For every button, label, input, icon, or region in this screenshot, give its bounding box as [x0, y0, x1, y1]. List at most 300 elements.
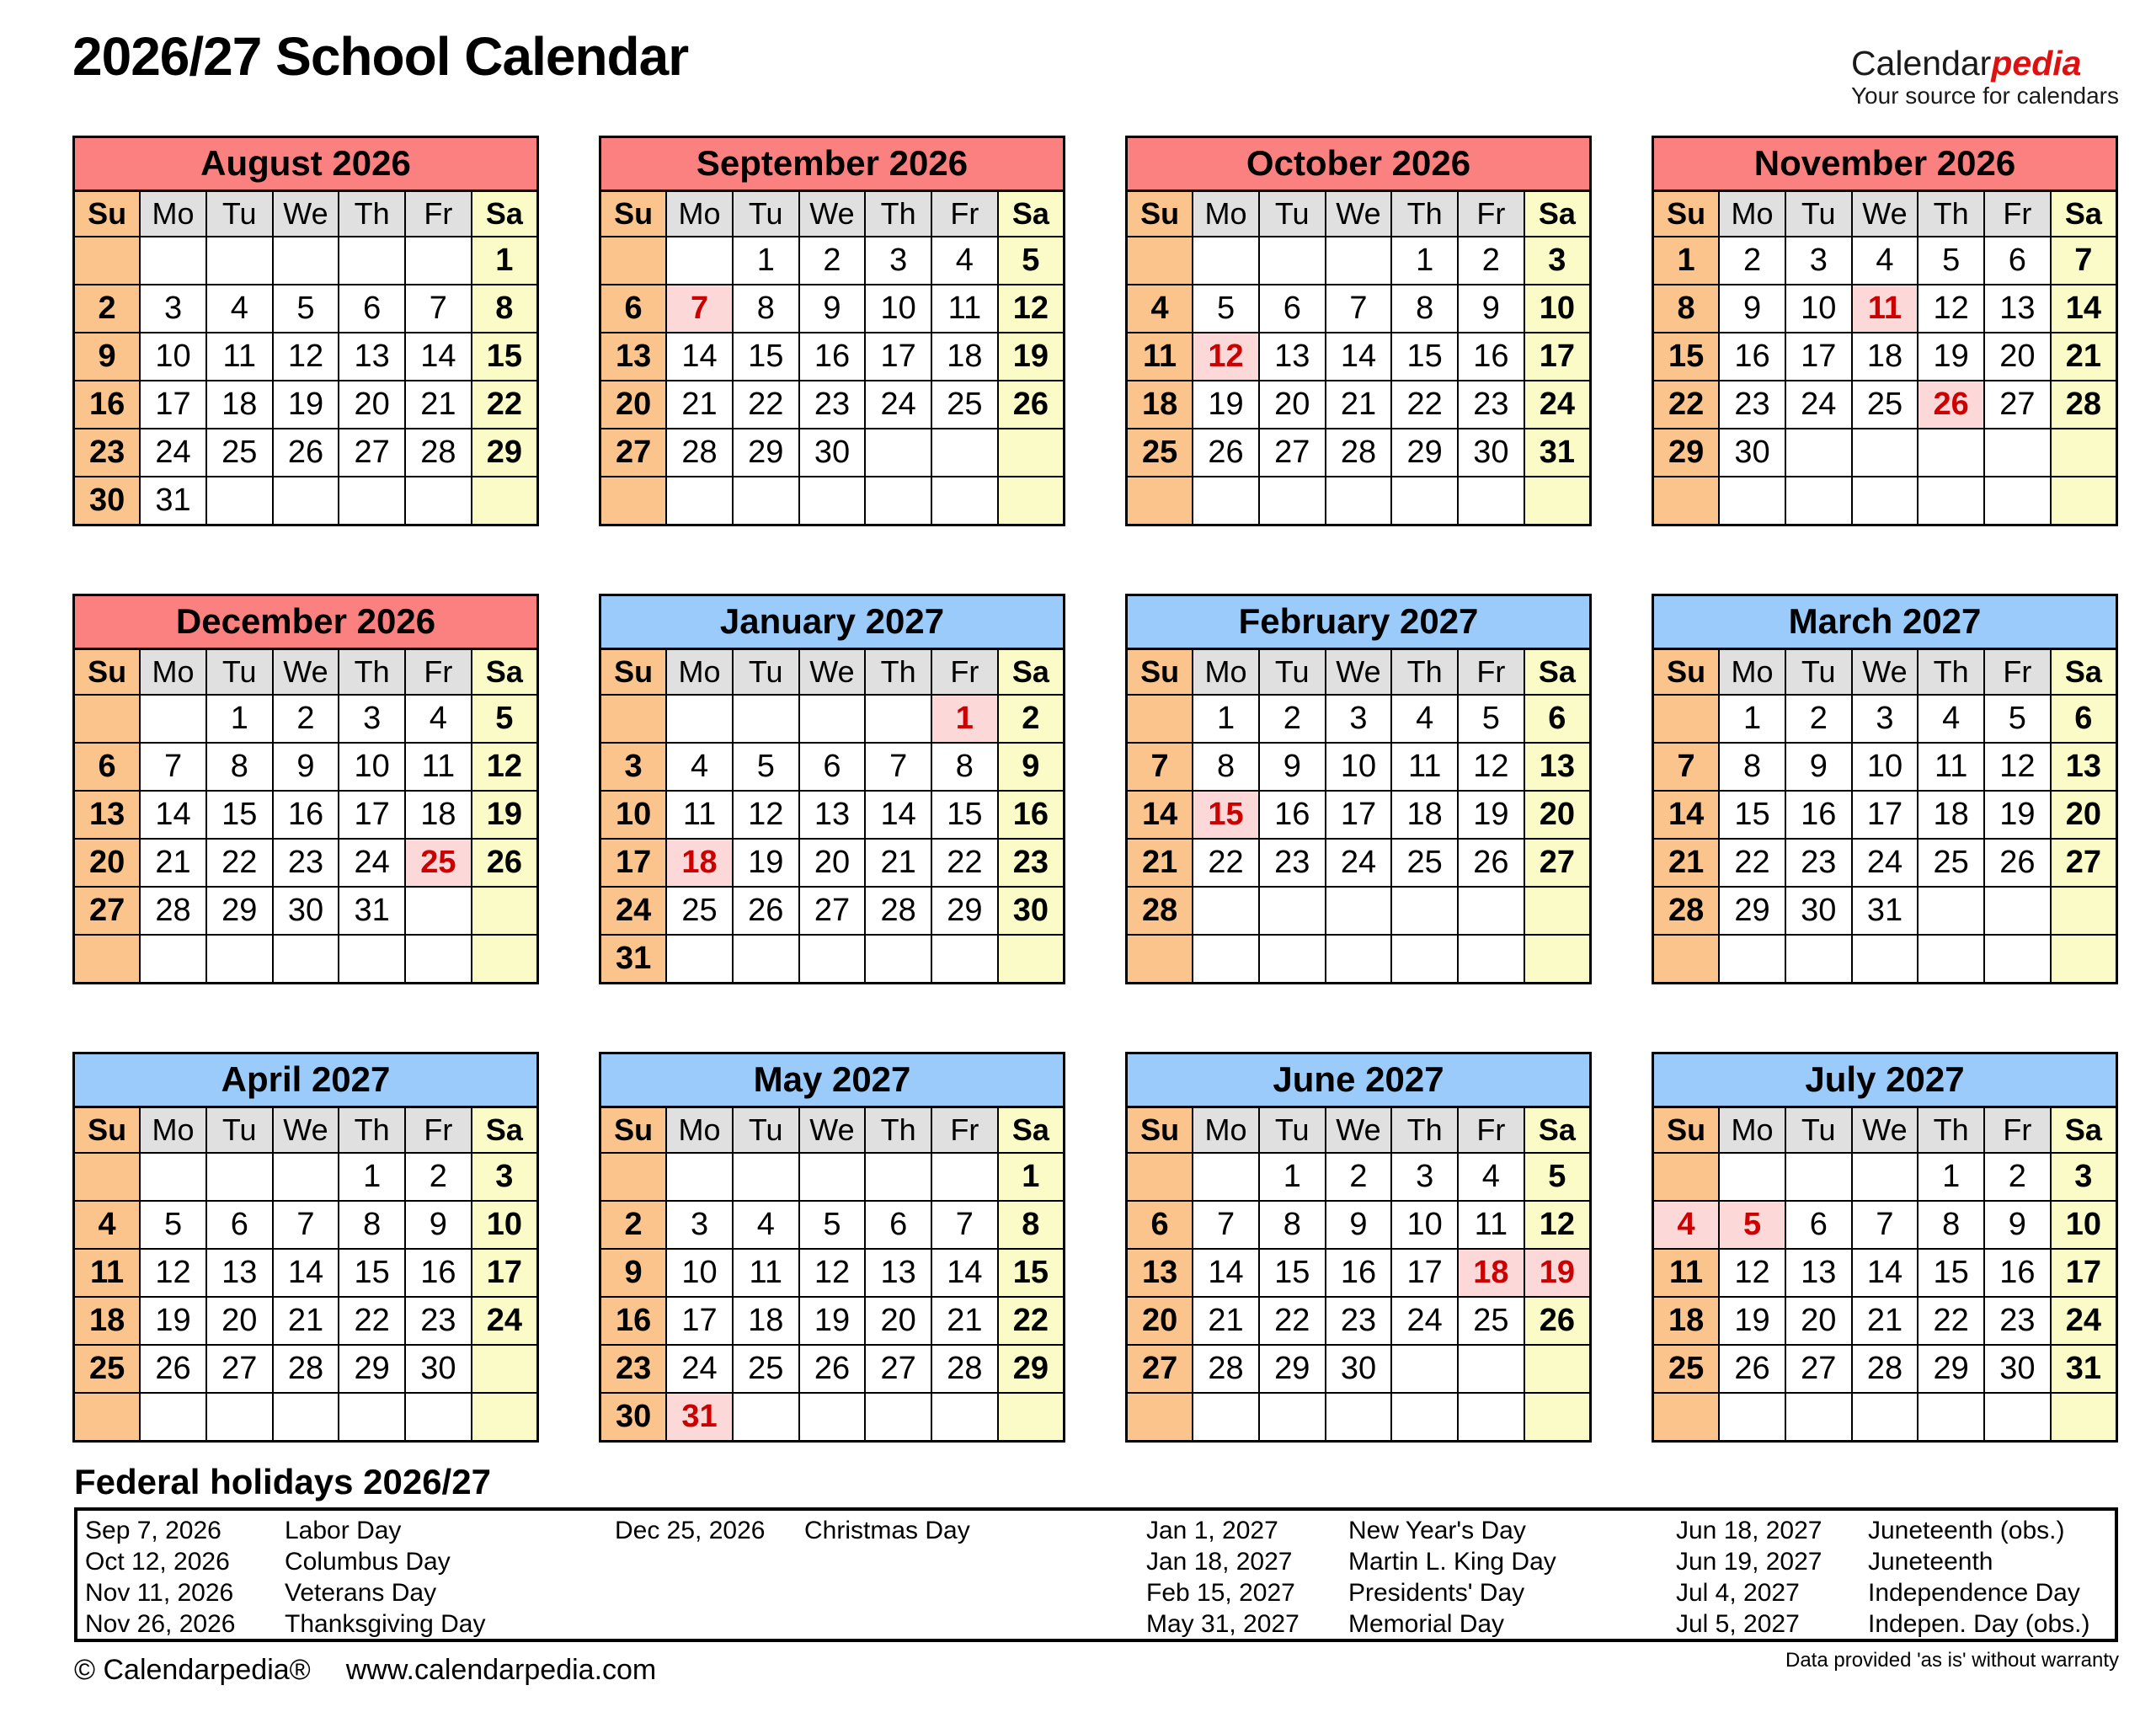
holiday-day-cell: 18 [666, 839, 733, 887]
day-cell [1193, 237, 1259, 285]
day-cell [998, 935, 1065, 984]
day-header-tu: Tu [206, 649, 273, 696]
month-grid [72, 1106, 539, 1443]
day-cell: 10 [1785, 285, 1852, 333]
day-cell: 20 [1785, 1297, 1852, 1345]
day-cell [998, 429, 1065, 477]
day-cell [1193, 1393, 1259, 1442]
day-cell: 20 [74, 839, 141, 887]
day-cell: 30 [1326, 1345, 1392, 1393]
day-cell: 9 [998, 743, 1065, 791]
day-cell: 12 [998, 285, 1065, 333]
day-cell [2051, 477, 2117, 525]
day-cell: 8 [1259, 1201, 1326, 1249]
month-title: January 2027 [599, 594, 1065, 648]
day-cell: 28 [865, 887, 931, 935]
day-cell: 29 [998, 1345, 1065, 1393]
holiday-day-cell: 18 [1458, 1249, 1524, 1297]
day-cell: 1 [1391, 237, 1458, 285]
day-cell: 8 [998, 1201, 1065, 1249]
day-header-tu: Tu [206, 1107, 273, 1154]
day-cell [865, 477, 931, 525]
day-cell: 9 [273, 743, 339, 791]
day-header-fr: Fr [405, 649, 472, 696]
day-cell: 25 [1458, 1297, 1524, 1345]
day-cell [140, 695, 206, 743]
day-cell: 22 [1259, 1297, 1326, 1345]
day-cell [733, 1393, 799, 1442]
day-cell: 29 [1653, 429, 1720, 477]
day-cell: 29 [1719, 887, 1785, 935]
day-cell: 18 [405, 791, 472, 839]
day-cell: 25 [1391, 839, 1458, 887]
day-cell [339, 477, 405, 525]
day-cell: 11 [74, 1249, 141, 1297]
day-cell: 11 [1458, 1201, 1524, 1249]
month-title: August 2026 [72, 136, 539, 189]
day-cell [1127, 1393, 1193, 1442]
day-cell [799, 1393, 866, 1442]
day-cell: 25 [666, 887, 733, 935]
day-cell [405, 477, 472, 525]
day-cell: 4 [931, 237, 998, 285]
day-cell: 24 [140, 429, 206, 477]
day-cell: 12 [1918, 285, 1984, 333]
day-cell: 21 [666, 381, 733, 429]
day-header-su: Su [1127, 191, 1193, 237]
month-grid [599, 648, 1065, 984]
day-cell: 1 [206, 695, 273, 743]
day-cell: 28 [273, 1345, 339, 1393]
holiday-date: Nov 11, 2026 [85, 1578, 234, 1607]
day-cell: 23 [998, 839, 1065, 887]
day-cell [1391, 1345, 1458, 1393]
day-cell: 22 [931, 839, 998, 887]
day-cell [931, 935, 998, 984]
day-cell: 13 [600, 333, 667, 381]
day-cell [273, 1393, 339, 1442]
day-cell: 30 [1719, 429, 1785, 477]
day-cell [865, 429, 931, 477]
day-cell: 15 [1918, 1249, 1984, 1297]
day-cell: 12 [140, 1249, 206, 1297]
day-cell: 2 [405, 1153, 472, 1201]
website-url: www.calendarpedia.com [345, 1654, 657, 1686]
day-cell: 17 [1785, 333, 1852, 381]
day-cell: 9 [1785, 743, 1852, 791]
day-cell: 26 [1524, 1297, 1591, 1345]
day-cell: 28 [1326, 429, 1392, 477]
page-title: 2026/27 School Calendar [72, 26, 689, 87]
day-cell: 20 [1259, 381, 1326, 429]
day-cell [472, 1345, 538, 1393]
day-cell: 27 [1259, 429, 1326, 477]
day-cell: 7 [865, 743, 931, 791]
day-header-sa: Sa [2051, 191, 2117, 237]
month-grid [1125, 648, 1592, 984]
day-cell: 10 [140, 333, 206, 381]
day-cell: 1 [472, 237, 538, 285]
holiday-date: Jun 18, 2027 [1676, 1516, 1822, 1544]
day-cell [206, 1393, 273, 1442]
holiday-day-cell: 31 [666, 1393, 733, 1442]
day-cell: 5 [1524, 1153, 1591, 1201]
day-cell: 12 [273, 333, 339, 381]
day-header-fr: Fr [1984, 649, 2051, 696]
day-cell: 8 [931, 743, 998, 791]
day-cell: 14 [140, 791, 206, 839]
day-cell: 14 [273, 1249, 339, 1297]
month-grid [1652, 1106, 2118, 1443]
day-cell: 24 [1391, 1297, 1458, 1345]
day-cell: 3 [339, 695, 405, 743]
day-cell: 24 [1852, 839, 1919, 887]
day-cell: 10 [1391, 1201, 1458, 1249]
day-cell: 4 [1918, 695, 1984, 743]
day-header-th: Th [339, 191, 405, 237]
day-cell [1719, 1153, 1785, 1201]
day-cell: 9 [1259, 743, 1326, 791]
day-cell: 3 [2051, 1153, 2117, 1201]
day-cell: 25 [1918, 839, 1984, 887]
day-cell: 6 [1785, 1201, 1852, 1249]
day-cell: 10 [600, 791, 667, 839]
day-cell: 5 [1458, 695, 1524, 743]
day-cell [206, 237, 273, 285]
day-cell: 21 [1127, 839, 1193, 887]
day-cell: 27 [865, 1345, 931, 1393]
day-cell: 6 [1127, 1201, 1193, 1249]
day-cell: 2 [1984, 1153, 2051, 1201]
day-cell: 16 [998, 791, 1065, 839]
day-cell [1984, 935, 2051, 984]
day-cell [339, 1393, 405, 1442]
day-cell: 15 [472, 333, 538, 381]
day-cell: 28 [1127, 887, 1193, 935]
day-cell [865, 1153, 931, 1201]
day-cell: 17 [1524, 333, 1591, 381]
day-cell: 31 [1852, 887, 1919, 935]
day-header-fr: Fr [405, 191, 472, 237]
day-cell: 2 [1719, 237, 1785, 285]
day-cell [931, 429, 998, 477]
day-cell: 27 [1785, 1345, 1852, 1393]
day-cell [1193, 935, 1259, 984]
holiday-day-cell: 12 [1193, 333, 1259, 381]
day-header-su: Su [1653, 1107, 1720, 1154]
calendar-november-2026 [1652, 136, 2118, 526]
day-cell: 2 [600, 1201, 667, 1249]
day-cell: 14 [2051, 285, 2117, 333]
day-cell [1719, 935, 1785, 984]
day-cell: 10 [2051, 1201, 2117, 1249]
day-cell: 24 [2051, 1297, 2117, 1345]
day-cell: 8 [1918, 1201, 1984, 1249]
day-cell: 8 [1193, 743, 1259, 791]
month-title: December 2026 [72, 594, 539, 648]
day-cell: 29 [1918, 1345, 1984, 1393]
day-cell [931, 1153, 998, 1201]
day-cell [1127, 237, 1193, 285]
day-cell [1785, 935, 1852, 984]
holiday-date: Jan 1, 2027 [1146, 1516, 1278, 1544]
day-header-th: Th [1918, 649, 1984, 696]
day-cell: 1 [1719, 695, 1785, 743]
day-cell: 26 [1458, 839, 1524, 887]
day-cell: 21 [1653, 839, 1720, 887]
day-cell: 27 [2051, 839, 2117, 887]
day-cell: 10 [339, 743, 405, 791]
day-cell [1984, 477, 2051, 525]
day-cell [998, 1393, 1065, 1442]
calendar-august-2026 [72, 136, 539, 526]
day-cell: 21 [2051, 333, 2117, 381]
day-cell [1852, 429, 1919, 477]
day-cell: 23 [799, 381, 866, 429]
holiday-name: Juneteenth [1868, 1547, 1993, 1576]
copyright-text: © Calendarpedia® [74, 1654, 311, 1686]
day-header-mo: Mo [1193, 1107, 1259, 1154]
day-cell [339, 237, 405, 285]
day-cell [1458, 477, 1524, 525]
day-cell: 15 [206, 791, 273, 839]
day-cell: 25 [931, 381, 998, 429]
day-cell: 13 [799, 791, 866, 839]
day-cell: 19 [733, 839, 799, 887]
day-cell [140, 1153, 206, 1201]
day-cell: 21 [1193, 1297, 1259, 1345]
day-cell: 19 [1193, 381, 1259, 429]
day-cell: 25 [733, 1345, 799, 1393]
day-cell [206, 477, 273, 525]
day-cell: 11 [1918, 743, 1984, 791]
day-cell: 17 [1391, 1249, 1458, 1297]
day-cell [1193, 887, 1259, 935]
holiday-date: Sep 7, 2026 [85, 1516, 221, 1544]
day-cell: 3 [1391, 1153, 1458, 1201]
day-cell [1918, 935, 1984, 984]
day-header-tu: Tu [1259, 191, 1326, 237]
day-cell: 18 [733, 1297, 799, 1345]
day-cell: 26 [733, 887, 799, 935]
day-header-fr: Fr [1458, 649, 1524, 696]
day-cell: 7 [1653, 743, 1720, 791]
calendar-january-2027 [599, 594, 1065, 984]
day-cell: 16 [74, 381, 141, 429]
day-cell: 23 [74, 429, 141, 477]
day-cell: 9 [799, 285, 866, 333]
day-header-mo: Mo [1719, 649, 1785, 696]
day-cell [666, 695, 733, 743]
day-cell: 15 [1391, 333, 1458, 381]
day-header-mo: Mo [140, 649, 206, 696]
day-cell: 30 [1458, 429, 1524, 477]
day-cell: 28 [405, 429, 472, 477]
day-cell: 14 [666, 333, 733, 381]
month-grid [1125, 189, 1592, 526]
holiday-date: Feb 15, 2027 [1146, 1578, 1295, 1607]
month-title: October 2026 [1125, 136, 1592, 189]
day-cell: 23 [1984, 1297, 2051, 1345]
holiday-date: Dec 25, 2026 [615, 1516, 766, 1544]
day-cell: 22 [206, 839, 273, 887]
day-cell: 4 [733, 1201, 799, 1249]
day-cell: 6 [2051, 695, 2117, 743]
day-cell: 26 [273, 429, 339, 477]
day-cell [1918, 429, 1984, 477]
day-cell [273, 477, 339, 525]
day-cell: 22 [1918, 1297, 1984, 1345]
day-cell: 10 [472, 1201, 538, 1249]
day-cell: 5 [1193, 285, 1259, 333]
day-cell: 21 [1326, 381, 1392, 429]
day-cell: 24 [1524, 381, 1591, 429]
calendar-march-2027 [1652, 594, 2118, 984]
month-title: November 2026 [1652, 136, 2118, 189]
holiday-name: Memorial Day [1348, 1609, 1505, 1638]
day-header-sa: Sa [998, 649, 1065, 696]
day-cell [1458, 935, 1524, 984]
day-cell: 1 [1918, 1153, 1984, 1201]
day-cell [1785, 429, 1852, 477]
day-cell [206, 1153, 273, 1201]
day-cell: 21 [405, 381, 472, 429]
day-cell [405, 237, 472, 285]
day-cell: 5 [998, 237, 1065, 285]
day-cell: 18 [206, 381, 273, 429]
day-cell [1653, 1153, 1720, 1201]
calendar-july-2027 [1652, 1052, 2118, 1443]
day-cell [666, 1153, 733, 1201]
logo-wordmark [1851, 44, 2081, 83]
calendarpedia-logo [1851, 45, 2119, 108]
day-cell: 21 [140, 839, 206, 887]
holiday-date: Jul 5, 2027 [1676, 1609, 1800, 1638]
day-header-we: We [1326, 649, 1392, 696]
holiday-name: Columbus Day [285, 1547, 451, 1576]
day-header-th: Th [339, 1107, 405, 1154]
day-cell [1852, 1393, 1919, 1442]
day-cell: 6 [339, 285, 405, 333]
holiday-day-cell: 19 [1524, 1249, 1591, 1297]
day-cell [339, 935, 405, 984]
day-cell: 5 [472, 695, 538, 743]
day-cell: 25 [74, 1345, 141, 1393]
day-cell: 29 [931, 887, 998, 935]
day-header-th: Th [1391, 1107, 1458, 1154]
day-cell: 22 [1193, 839, 1259, 887]
day-cell: 29 [339, 1345, 405, 1393]
day-cell [799, 695, 866, 743]
month-grid [72, 648, 539, 984]
day-cell: 31 [1524, 429, 1591, 477]
day-cell [1326, 237, 1392, 285]
day-cell: 24 [472, 1297, 538, 1345]
day-cell [600, 1153, 667, 1201]
day-cell: 12 [1458, 743, 1524, 791]
day-cell: 2 [1458, 237, 1524, 285]
day-cell [1524, 1345, 1591, 1393]
holiday-name: New Year's Day [1348, 1516, 1526, 1544]
day-cell: 17 [2051, 1249, 2117, 1297]
day-cell: 11 [206, 333, 273, 381]
day-cell: 26 [998, 381, 1065, 429]
day-cell [865, 695, 931, 743]
day-cell: 1 [998, 1153, 1065, 1201]
holiday-name: Independence Day [1868, 1578, 2080, 1607]
day-header-sa: Sa [998, 1107, 1065, 1154]
day-cell: 17 [1852, 791, 1919, 839]
day-cell: 20 [799, 839, 866, 887]
calendar-may-2027 [599, 1052, 1065, 1443]
day-cell [472, 1393, 538, 1442]
day-cell: 18 [1391, 791, 1458, 839]
day-cell [1653, 695, 1720, 743]
day-header-mo: Mo [666, 191, 733, 237]
logo-tagline: Your source for calendars [1850, 83, 2119, 109]
day-cell: 13 [339, 333, 405, 381]
day-cell [1852, 935, 1919, 984]
day-cell: 3 [140, 285, 206, 333]
calendar-april-2027 [72, 1052, 539, 1443]
day-cell: 18 [74, 1297, 141, 1345]
calendar-february-2027 [1125, 594, 1592, 984]
month-grid [1652, 648, 2118, 984]
day-cell: 4 [206, 285, 273, 333]
day-cell: 23 [1719, 381, 1785, 429]
holiday-name: Presidents' Day [1348, 1578, 1525, 1607]
day-cell: 8 [1719, 743, 1785, 791]
day-cell: 24 [666, 1345, 733, 1393]
day-cell: 23 [273, 839, 339, 887]
day-cell: 13 [865, 1249, 931, 1297]
day-cell: 11 [733, 1249, 799, 1297]
holiday-name: Indepen. Day (obs.) [1868, 1609, 2090, 1638]
day-cell: 21 [931, 1297, 998, 1345]
day-cell: 11 [405, 743, 472, 791]
day-cell: 1 [1653, 237, 1720, 285]
day-cell: 24 [600, 887, 667, 935]
day-cell: 22 [998, 1297, 1065, 1345]
day-header-tu: Tu [1259, 1107, 1326, 1154]
day-cell [1326, 887, 1392, 935]
day-cell [799, 1153, 866, 1201]
day-header-sa: Sa [472, 649, 538, 696]
day-header-we: We [1326, 191, 1392, 237]
day-cell [931, 477, 998, 525]
day-header-we: We [799, 1107, 866, 1154]
holiday-name: Thanksgiving Day [285, 1609, 486, 1638]
day-header-we: We [1852, 649, 1919, 696]
day-cell: 8 [206, 743, 273, 791]
day-cell [1524, 1393, 1591, 1442]
day-cell [1918, 887, 1984, 935]
day-header-sa: Sa [1524, 1107, 1591, 1154]
day-header-su: Su [74, 649, 141, 696]
day-cell: 12 [472, 743, 538, 791]
day-cell: 22 [1653, 381, 1720, 429]
day-cell: 5 [1918, 237, 1984, 285]
day-cell: 14 [865, 791, 931, 839]
day-cell: 12 [1984, 743, 2051, 791]
day-cell: 20 [1127, 1297, 1193, 1345]
day-header-mo: Mo [140, 191, 206, 237]
day-cell: 9 [1719, 285, 1785, 333]
month-grid [599, 189, 1065, 526]
day-cell: 19 [1458, 791, 1524, 839]
day-cell: 1 [1259, 1153, 1326, 1201]
day-cell: 27 [74, 887, 141, 935]
